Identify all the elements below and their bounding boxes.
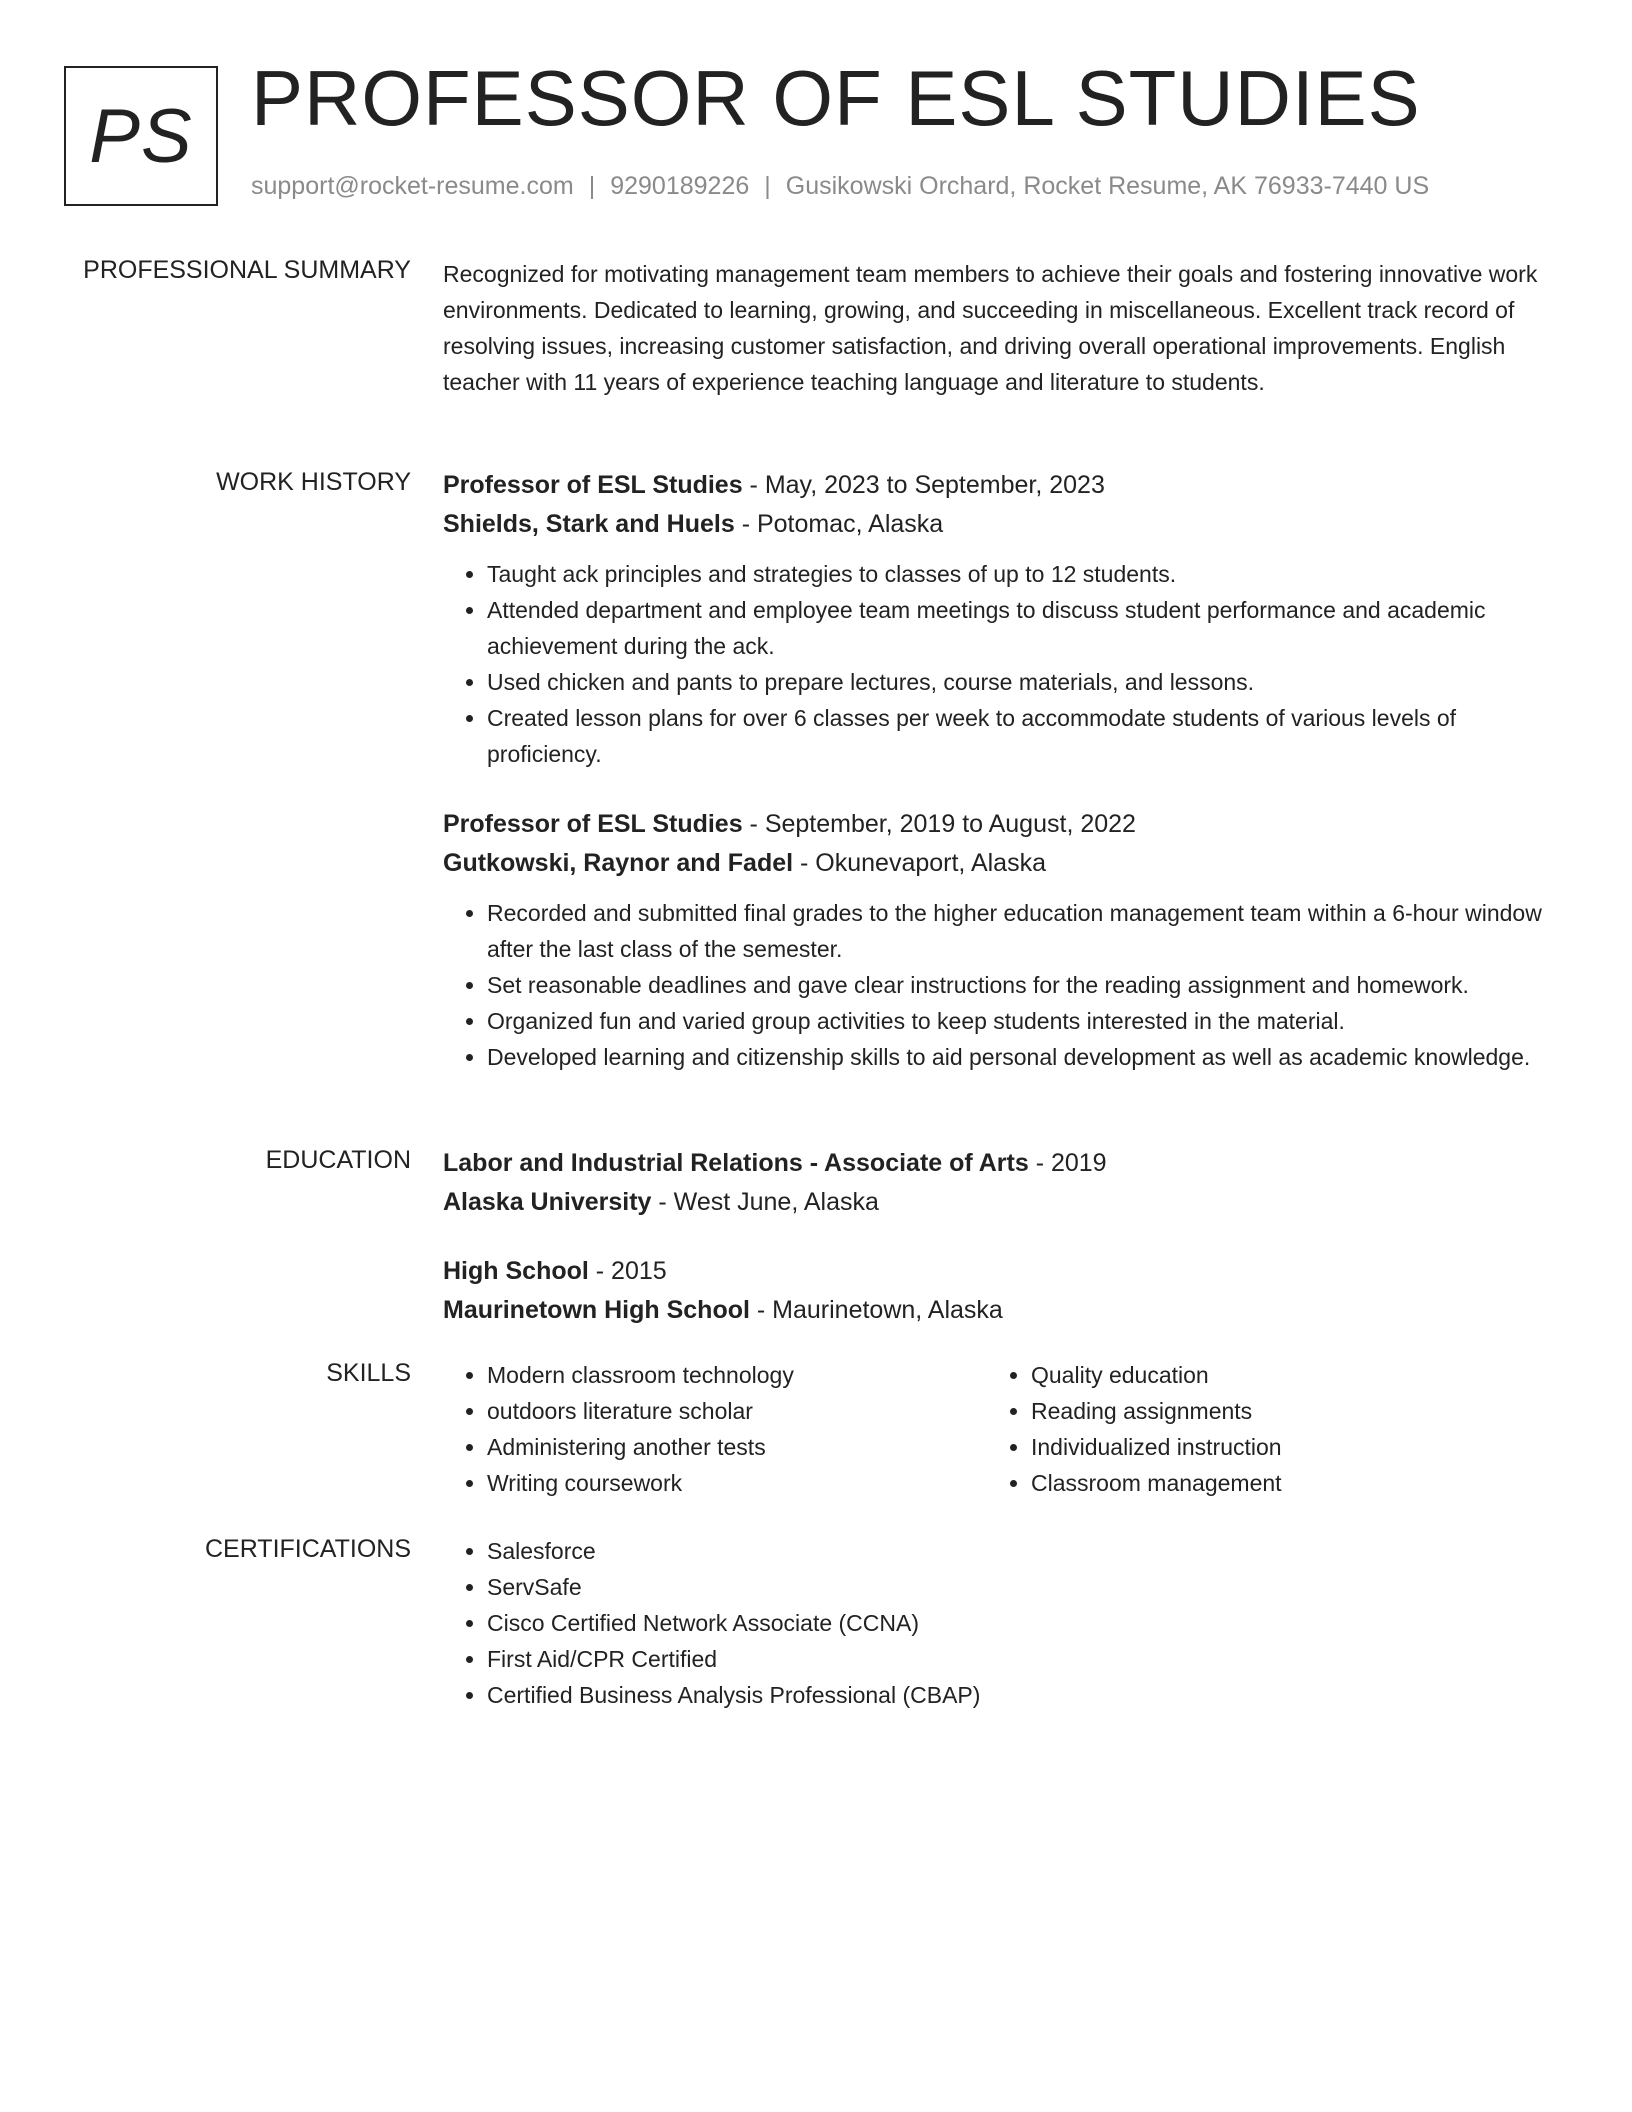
summary-section xyxy=(443,256,1543,400)
job-dates: - May, 2023 to September, 2023 xyxy=(742,471,1105,499)
contact-separator: | xyxy=(764,172,771,200)
job-company: Gutkowski, Raynor and Fadel xyxy=(443,849,794,877)
list-item: • Taught ack principles and strategies to classes of up to 12 students. xyxy=(487,556,1543,592)
list-item: • Organized fun and varied group activities to keep students interested in the material. xyxy=(487,1003,1543,1039)
job-company: Shields, Stark and Huels xyxy=(443,510,735,538)
list-item: • Attended department and employee team meetings to discuss student performance and academic achievement during the ack. xyxy=(487,592,1543,664)
list-item: • Certified Business Analysis Professional (CBAP) xyxy=(487,1677,980,1713)
section-label-certifications: CERTIFICATIONS xyxy=(204,1535,411,1563)
list-item: • Quality education xyxy=(1031,1357,1282,1393)
job-company-line xyxy=(443,505,1543,544)
education-school-line xyxy=(443,1291,1543,1330)
education-degree: Labor and Industrial Relations - Associate of Arts xyxy=(443,1149,1029,1177)
contact-phone[interactable]: 9290189226 xyxy=(610,172,750,200)
education-school-line xyxy=(443,1183,1543,1222)
skills-section xyxy=(443,1357,1543,1501)
list-item: • Modern classroom technology xyxy=(487,1357,987,1393)
list-item: • Administering another tests xyxy=(487,1429,987,1465)
work-entry xyxy=(443,466,1543,772)
education-degree-line xyxy=(443,1144,1543,1183)
list-item: • Set reasonable deadlines and gave clear instructions for the reading assignment and homework. xyxy=(487,967,1543,1003)
education-degree-line xyxy=(443,1252,1543,1291)
education-location: - Maurinetown, Alaska xyxy=(749,1296,1003,1324)
skills-column-right xyxy=(987,1357,1282,1501)
contact-line xyxy=(251,172,1429,201)
list-item: • Individualized instruction xyxy=(1031,1429,1282,1465)
list-item: • Developed learning and citizenship skills to aid personal development as well as academic knowledge. xyxy=(487,1039,1543,1075)
job-title: Professor of ESL Studies xyxy=(443,471,743,499)
skills-column-left xyxy=(443,1357,987,1501)
education-year: - 2015 xyxy=(588,1257,667,1285)
certifications-section xyxy=(443,1533,1543,1713)
list-item: • Used chicken and pants to prepare lectures, course materials, and lessons. xyxy=(487,664,1543,700)
skills-list xyxy=(987,1357,1282,1501)
job-location: - Potomac, Alaska xyxy=(734,510,944,538)
list-item: • Created lesson plans for over 6 classes per week to accommodate students of various levels of proficiency. xyxy=(487,700,1543,772)
education-entry xyxy=(443,1252,1543,1330)
education-school: Alaska University xyxy=(443,1188,652,1216)
section-label-skills: SKILLS xyxy=(326,1359,411,1387)
contact-email[interactable]: support@rocket-resume.com xyxy=(251,172,574,200)
list-item: • outdoors literature scholar xyxy=(487,1393,987,1429)
section-label-education: EDUCATION xyxy=(265,1146,411,1174)
skills-columns xyxy=(443,1357,1543,1501)
job-bullets xyxy=(443,556,1543,772)
resume-title: PROFESSOR OF ESL STUDIES xyxy=(251,54,1421,142)
list-item: • Salesforce xyxy=(487,1533,980,1569)
job-title: Professor of ESL Studies xyxy=(443,810,743,838)
list-item: • First Aid/CPR Certified xyxy=(487,1641,980,1677)
certifications-list xyxy=(443,1533,980,1713)
job-company-line xyxy=(443,844,1543,883)
certifications-columns xyxy=(443,1533,1543,1713)
list-item: • Cisco Certified Network Associate (CCNA) xyxy=(487,1605,980,1641)
summary-text: Recognized for motivating management team members to achieve their goals and fostering innovative work environments. Dedicated to learning, growing, and succeeding in miscellaneous. Excellent track record of resolving issues, increasing customer satisfaction, and driving overall operational improvements. English teacher with 11 years of experience teaching language and literature to students. xyxy=(443,261,1538,395)
education-year: - 2019 xyxy=(1028,1149,1107,1177)
job-title-line xyxy=(443,466,1543,505)
education-location: - West June, Alaska xyxy=(651,1188,879,1216)
education-degree: High School xyxy=(443,1257,589,1285)
list-item: • Reading assignments xyxy=(1031,1393,1282,1429)
work-entry xyxy=(443,805,1543,1075)
job-title-line xyxy=(443,805,1543,844)
job-location: - Okunevaport, Alaska xyxy=(793,849,1046,877)
list-item: • Classroom management xyxy=(1031,1465,1282,1501)
section-label-work-history: WORK HISTORY xyxy=(216,468,411,496)
job-bullets xyxy=(443,895,1543,1075)
list-item: • ServSafe xyxy=(487,1569,980,1605)
contact-separator: | xyxy=(588,172,596,200)
education-school: Maurinetown High School xyxy=(443,1296,750,1324)
skills-list xyxy=(443,1357,987,1501)
job-dates: - September, 2019 to August, 2022 xyxy=(742,810,1136,838)
list-item: • Writing coursework xyxy=(487,1465,987,1501)
monogram-badge xyxy=(64,66,218,206)
contact-address: Gusikowski Orchard, Rocket Resume, AK 76933-7440 US xyxy=(785,172,1430,200)
monogram-initials: PS xyxy=(89,93,193,179)
education-entry xyxy=(443,1144,1543,1222)
list-item: • Recorded and submitted final grades to the higher education management team within a 6-hour window after the last class of the semester. xyxy=(487,895,1543,967)
section-label-summary: PROFESSIONAL SUMMARY xyxy=(83,256,411,284)
